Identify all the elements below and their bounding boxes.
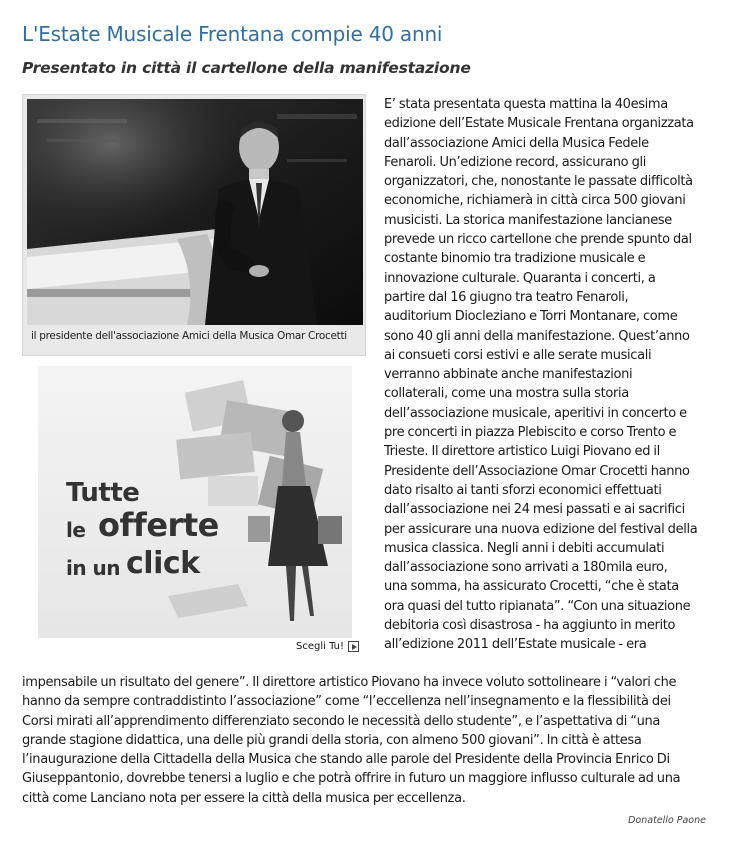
ad-banner[interactable] — [38, 366, 352, 638]
article-body-column — [384, 95, 714, 655]
body-text-line: ai consueti corsi estivi e alle serate musicali — [384, 347, 652, 363]
body-text-line: grande stagione didattica, una delle più grandi della storia, con almeno 500 giovani”. In città è attesa — [22, 732, 642, 748]
article-author: Donatello Paone — [628, 815, 706, 826]
body-text-line: una somma, ha assicurato Crocetti, “che è stata — [384, 579, 679, 595]
body-text-line: musica classica. Negli anni i debiti accumulati — [384, 540, 665, 556]
body-text-line: hanno da sempre contraddistinto l’associazione” come “l’eccellenza nell’insegnamento e la flessibilità dei — [22, 694, 671, 710]
article-subtitle: Presentato in città il cartellone della manifestazione — [22, 59, 471, 77]
body-text-line: città come Lanciano nota per essere la città della musica per eccellenza. — [22, 790, 466, 806]
body-text-line: pre concerti in piazza Plebiscito e corso Trento e — [384, 425, 677, 441]
body-text-line: auditorium Diocleziano e Torri Montanare, come — [384, 309, 678, 325]
body-text-line: verranno abbinate anche manifestazioni — [384, 367, 633, 383]
body-text-line: innovazione culturale. Quaranta i concerti, a — [384, 270, 656, 286]
body-text-line: economiche, richiamerà in città circa 500 giovani — [384, 193, 686, 209]
body-text-line: partire dal 16 giugno tra teatro Fenaroli, — [384, 289, 629, 305]
body-text-line: ora quasi del tutto ripianata”. “Con una situazione — [384, 598, 691, 614]
article-photo — [27, 99, 363, 325]
article-body-full — [22, 673, 716, 808]
body-text-line: costante binomio tra tradizione musicale e — [384, 251, 646, 267]
article-title: L'Estate Musicale Frentana compie 40 anni — [22, 22, 443, 46]
body-text-line: Giuseppantonio, dovrebbe tenersi a luglio e che potrà offrire in futuro un maggiore influsso culturale ad una — [22, 771, 681, 787]
ad-text-offerte: offerte — [98, 506, 219, 544]
body-text-line: dall’associazione nei 24 mesi passati e ai sacrifici — [384, 502, 685, 518]
ad-text-le: le — [66, 518, 86, 542]
body-text-line: Corsi mirati all’apprendimento differenziato secondo le necessità dello studente”, e l’aspettativa di “una — [22, 713, 661, 729]
body-text-line: organizzatori, che, nonostante le passate difficoltà — [384, 174, 693, 190]
body-text-line: Trieste. Il direttore artistico Luigi Piovano ed il — [384, 444, 660, 460]
body-text-line: l’inaugurazione della Cittadella della Musica che stando alle parole del Presidente della Provincia Enrico Di — [22, 752, 670, 768]
play-icon — [348, 641, 359, 652]
body-text-line: impensabile un risultato del genere”. Il direttore artistico Piovano ha invece voluto sottolineare i “valori che — [22, 675, 677, 690]
body-text-line: prevede un ricco cartellone che prende spunto dal — [384, 232, 692, 248]
body-text-line: E’ stata presentata questa mattina la 40esima — [384, 97, 668, 112]
photo-caption: il presidente dell'associazione Amici della Musica Omar Crocetti — [31, 330, 347, 342]
ad-text-tutte: Tutte — [66, 478, 140, 508]
scegli-tu-label: Scegli Tu! — [296, 641, 345, 652]
body-text-line: edizione dell’Estate Musicale Frentana organizzata — [384, 116, 694, 132]
body-text-line: Fenaroli. Un’edizione record, assicurano gli — [384, 154, 646, 170]
body-text-line: all’edizione 2011 dell’Estate musicale - era — [384, 637, 647, 653]
body-text-line: collaterali, come una mostra sulla storia — [384, 386, 629, 402]
body-text-line: dall’associazione Amici della Musica Fedele — [384, 135, 649, 151]
body-text-line: sono 40 gli anni della manifestazione. Quest’anno — [384, 328, 690, 344]
body-text-line: Presidente dell’Associazione Omar Crocetti hanno — [384, 463, 690, 479]
body-text-line: per assicurare una nuova edizione del festival della — [384, 521, 698, 537]
body-text-line: dell’associazione musicale, aperitivi in concerto e — [384, 405, 687, 421]
body-text-line: dato risalto ai tanti sforzi economici effettuati — [384, 482, 662, 498]
photo-box — [22, 94, 366, 356]
body-text-line: dall’associazione sono arrivati a 180mila euro, — [384, 560, 668, 576]
body-text-line: debitoria così disastrosa - ha aggiunto in merito — [384, 618, 676, 634]
ad-text-in-un: in un — [66, 556, 121, 580]
scegli-tu-link[interactable] — [296, 641, 359, 652]
ad-text-click: click — [126, 546, 200, 581]
body-text-line: musicisti. La storica manifestazione lancianese — [384, 212, 672, 228]
photo-omar-crocetti-image — [27, 99, 363, 325]
